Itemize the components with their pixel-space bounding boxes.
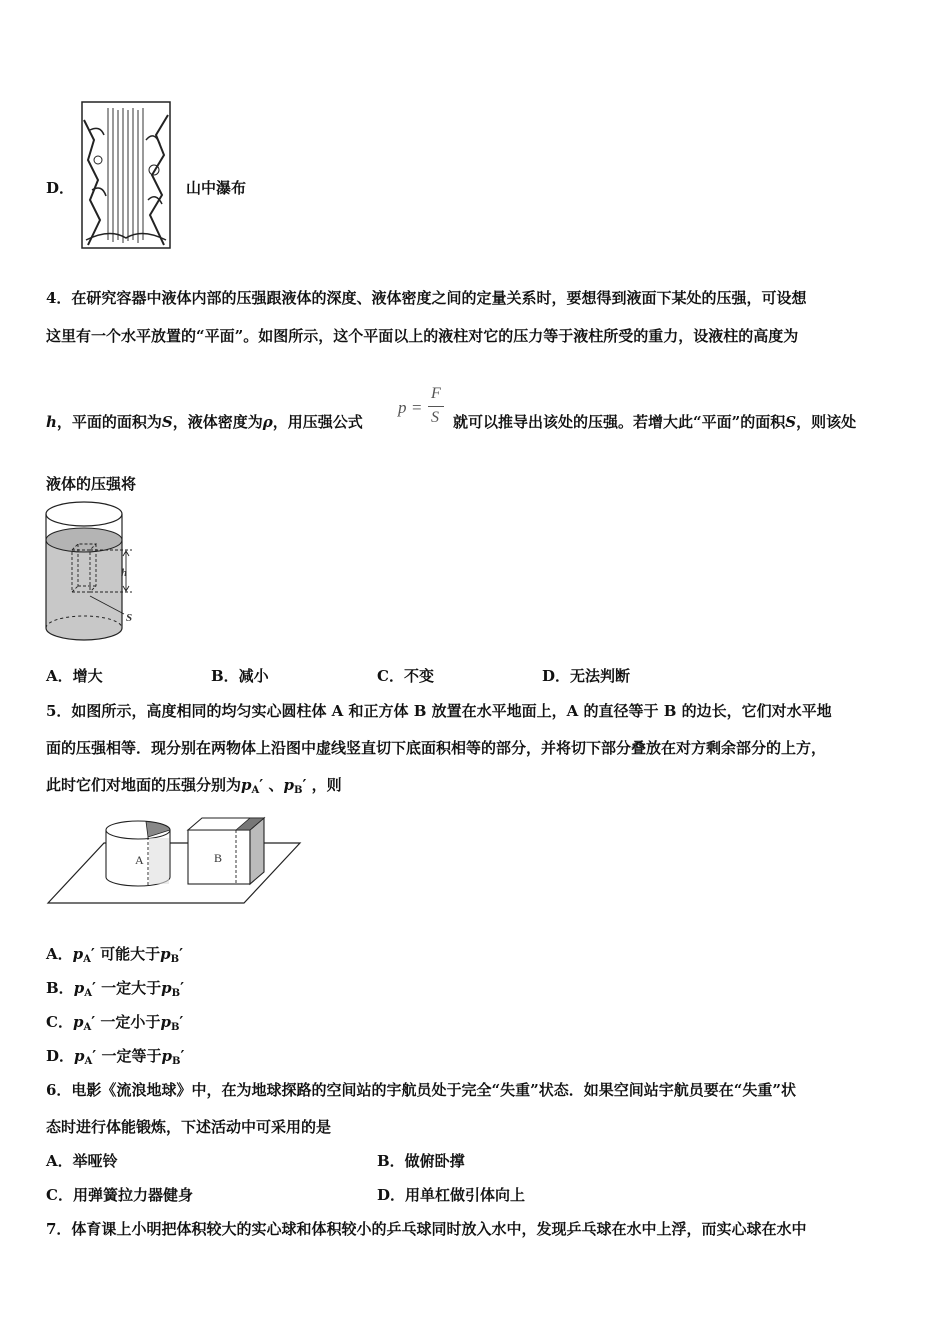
q6-option-c[interactable]: C．用弹簧拉力器健身 — [46, 1186, 193, 1204]
q5-option-d[interactable]: D．$p_A'$ 一定等于$p_B'$ — [46, 1047, 185, 1067]
figure-h-label: h — [121, 567, 128, 579]
q4-option-d[interactable]: D．无法判断 — [542, 667, 631, 685]
liquid-cylinder-figure — [44, 500, 154, 645]
q5-option-a[interactable]: A．$p_A'$ 可能大于$p_B'$ — [46, 945, 184, 965]
figure-s-label: S — [126, 612, 133, 624]
fraction-bar — [428, 406, 444, 407]
q4-line3: h，平面的面积为S，液体密度为ρ，用压强公式 — [46, 413, 363, 431]
q5-option-b[interactable]: B．$p_A'$ 一定大于$p_B'$ — [46, 979, 185, 999]
q6-option-b[interactable]: B．做俯卧撑 — [377, 1152, 465, 1170]
waterfall-image — [80, 100, 172, 250]
q4-line2: 这里有一个水平放置的“平面”。如图所示，这个平面以上的液柱对它的压力等于液柱所受的重力，设液柱的高度为 — [46, 327, 799, 345]
q3-option-d-text: 山中瀑布 — [186, 179, 247, 197]
q4-option-c[interactable]: C．不变 — [377, 667, 434, 685]
q3-option-d-label: D． — [46, 179, 75, 197]
q6-option-a[interactable]: A．举哑铃 — [46, 1152, 118, 1170]
formula-p: p — [398, 398, 407, 417]
q6-line1: 6．电影《流浪地球》中，在为地球探路的空间站的宇航员处于完全“失重”状态．如果空间站宇航员要在“失重”状 — [46, 1081, 796, 1099]
figure-label-b: B — [214, 851, 223, 865]
q4-option-a[interactable]: A．增大 — [46, 667, 103, 685]
q4-line1: 4．在研究容器中液体内部的压强跟液体的深度、液体密度之间的定量关系时，要想得到液面下某处的压强，可设想 — [46, 289, 807, 307]
formula-denominator: S — [431, 409, 439, 426]
q7-line1: 7．体育课上小明把体积较大的实心球和体积较小的乒乓球同时放入水中，发现乒乓球在水中上浮，而实心球在水中 — [46, 1220, 807, 1238]
q6-option-d[interactable]: D．用单杠做引体向上 — [377, 1186, 526, 1204]
q6-line2: 态时进行体能锻炼，下述活动中可采用的是 — [46, 1118, 332, 1136]
q5-line1: 5．如图所示，高度相同的均匀实心圆柱体 A 和正方体 B 放置在水平地面上，A 的直径等于 B 的边长，它们对水平地 — [46, 702, 832, 720]
q5-line2: 面的压强相等．现分别在两物体上沿图中虚线竖直切下底面积相等的部分，并将切下部分叠放在对方剩余部分的上方， — [46, 739, 827, 757]
figure-label-a: A — [135, 853, 144, 867]
q5-line3: 此时它们对地面的压强分别为$p_A'$ 、$p_B'$ ，则 — [46, 776, 342, 796]
cylinder-cube-figure — [48, 815, 304, 907]
formula-numerator: F — [431, 385, 441, 402]
formula-equals: = — [412, 398, 422, 417]
q5-option-c[interactable]: C．$p_A'$ 一定小于$p_B'$ — [46, 1013, 184, 1033]
q4-line3-tail: 就可以推导出该处的压强。若增大此“平面”的面积S，则该处 — [453, 413, 857, 431]
q4-option-b[interactable]: B．减小 — [211, 667, 269, 685]
q4-line4: 液体的压强将 — [46, 475, 137, 493]
